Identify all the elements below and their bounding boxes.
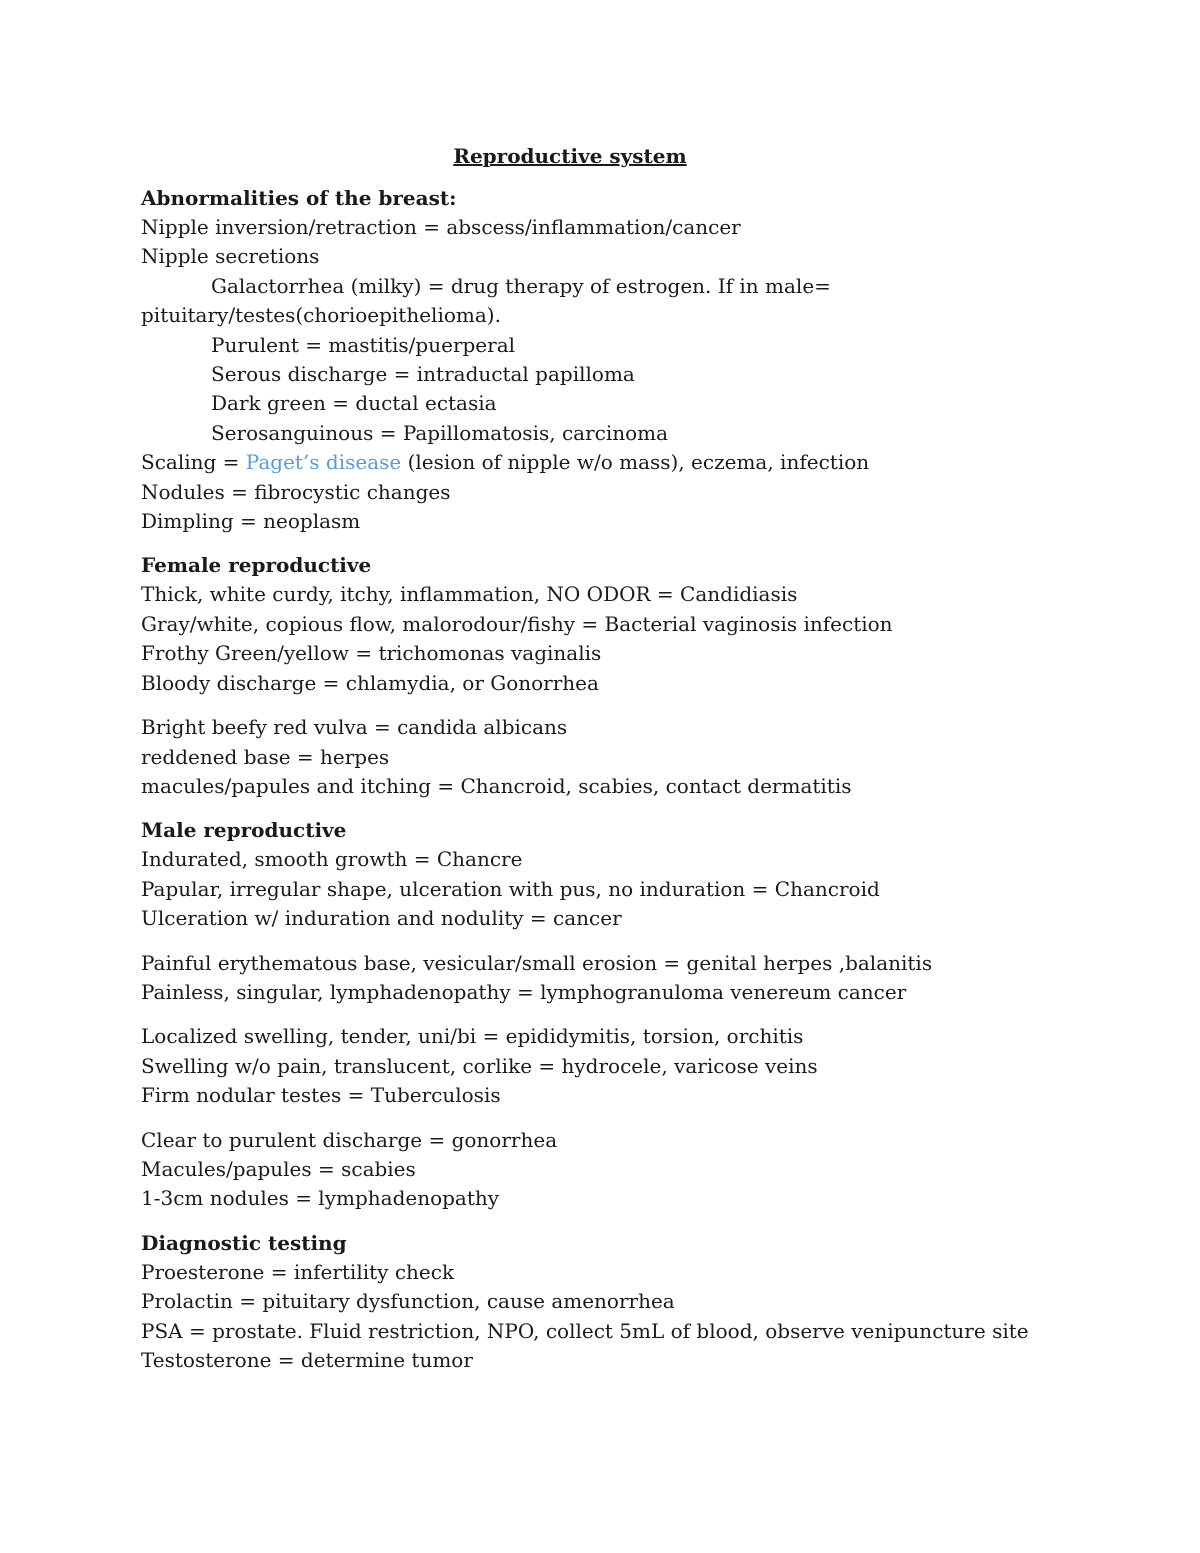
breast-line: Nipple secretions (141, 244, 320, 269)
diagnostic-line: PSA = prostate. Fluid restriction, NPO, collect 5mL of blood, observe venipuncture site (141, 1318, 1029, 1343)
section-heading-male: Male reproductive (141, 818, 347, 843)
female-line: Frothy Green/yellow = trichomonas vaginalis (141, 641, 602, 666)
male-line: Clear to purulent discharge = gonorrhea (141, 1127, 558, 1152)
female-line: Gray/white, copious flow, malorodour/fishy = Bacterial vaginosis infection (141, 611, 893, 636)
breast-galactorrhea-continuation: pituitary/testes(chorioepithelioma). (141, 303, 501, 328)
paragraph-gap (141, 801, 1101, 816)
diagnostic-line: Testosterone = determine tumor (141, 1348, 473, 1372)
breast-indented-line: Serosanguinous = Papillomatosis, carcinoma (211, 420, 669, 445)
male-line: Painful erythematous base, vesicular/small erosion = genital herpes ,balanitis (141, 950, 933, 975)
section-female (141, 551, 1101, 801)
male-line: Papular, irregular shape, ulceration with pus, no induration = Chancroid (141, 876, 880, 901)
diagnostic-line: Prolactin = pituitary dysfunction, cause amenorrhea (141, 1289, 675, 1314)
breast-galactorrhea-line: Galactorrhea (milky) = drug therapy of estrogen. If in male= (211, 273, 831, 298)
female-line: Bloody discharge = chlamydia, or Gonorrhea (141, 670, 599, 695)
pagets-disease-link[interactable]: Paget’s disease (245, 450, 402, 475)
paragraph-gap (141, 536, 1101, 551)
breast-line: Nipple inversion/retraction = abscess/inflammation/cancer (141, 215, 741, 239)
male-line: Macules/papules = scabies (141, 1156, 416, 1181)
section-male (141, 816, 1101, 1213)
breast-indented-line: Dark green = ductal ectasia (211, 391, 497, 416)
section-heading-female: Female reproductive (141, 553, 372, 578)
paragraph-gap (141, 1007, 1101, 1022)
document-page (141, 140, 1101, 1375)
male-line: Firm nodular testes = Tuberculosis (141, 1083, 501, 1108)
female-line: macules/papules and itching = Chancroid, scabies, contact dermatitis (141, 773, 852, 798)
breast-indented-line: Serous discharge = intraductal papilloma (211, 362, 635, 387)
female-line: reddened base = herpes (141, 744, 390, 769)
paragraph-gap (141, 1214, 1101, 1229)
male-line: Localized swelling, tender, uni/bi = epididymitis, torsion, orchitis (141, 1024, 804, 1049)
section-diagnostic (141, 1229, 1101, 1376)
paragraph-gap (141, 698, 1101, 713)
section-heading-breast: Abnormalities of the breast: (141, 186, 457, 210)
scaling-prefix: Scaling = (141, 450, 246, 475)
page-title: Reproductive system (453, 144, 687, 168)
male-line: Ulceration w/ induration and nodulity = cancer (141, 906, 622, 931)
breast-scaling-line (141, 448, 1101, 477)
breast-line: Nodules = fibrocystic changes (141, 479, 451, 504)
diagnostic-line: Proesterone = infertility check (141, 1259, 455, 1284)
female-line: Thick, white curdy, itchy, inflammation, NO ODOR = Candidiasis (141, 582, 798, 607)
paragraph-gap (141, 934, 1101, 949)
scaling-suffix: (lesion of nipple w/o mass), eczema, infection (401, 450, 870, 475)
breast-indented-line: Purulent = mastitis/puerperal (211, 332, 516, 357)
male-line: Indurated, smooth growth = Chancre (141, 847, 523, 872)
breast-line: Dimpling = neoplasm (141, 509, 361, 534)
section-heading-diagnostic: Diagnostic testing (141, 1230, 347, 1255)
male-line: Painless, singular, lymphadenopathy = lymphogranuloma venereum cancer (141, 979, 907, 1004)
male-line: Swelling w/o pain, translucent, corlike = hydrocele, varicose veins (141, 1053, 818, 1078)
male-line: 1-3cm nodules = lymphadenopathy (141, 1186, 500, 1211)
female-line: Bright beefy red vulva = candida albicans (141, 715, 568, 740)
section-breast (141, 184, 1101, 536)
paragraph-gap (141, 1111, 1101, 1126)
